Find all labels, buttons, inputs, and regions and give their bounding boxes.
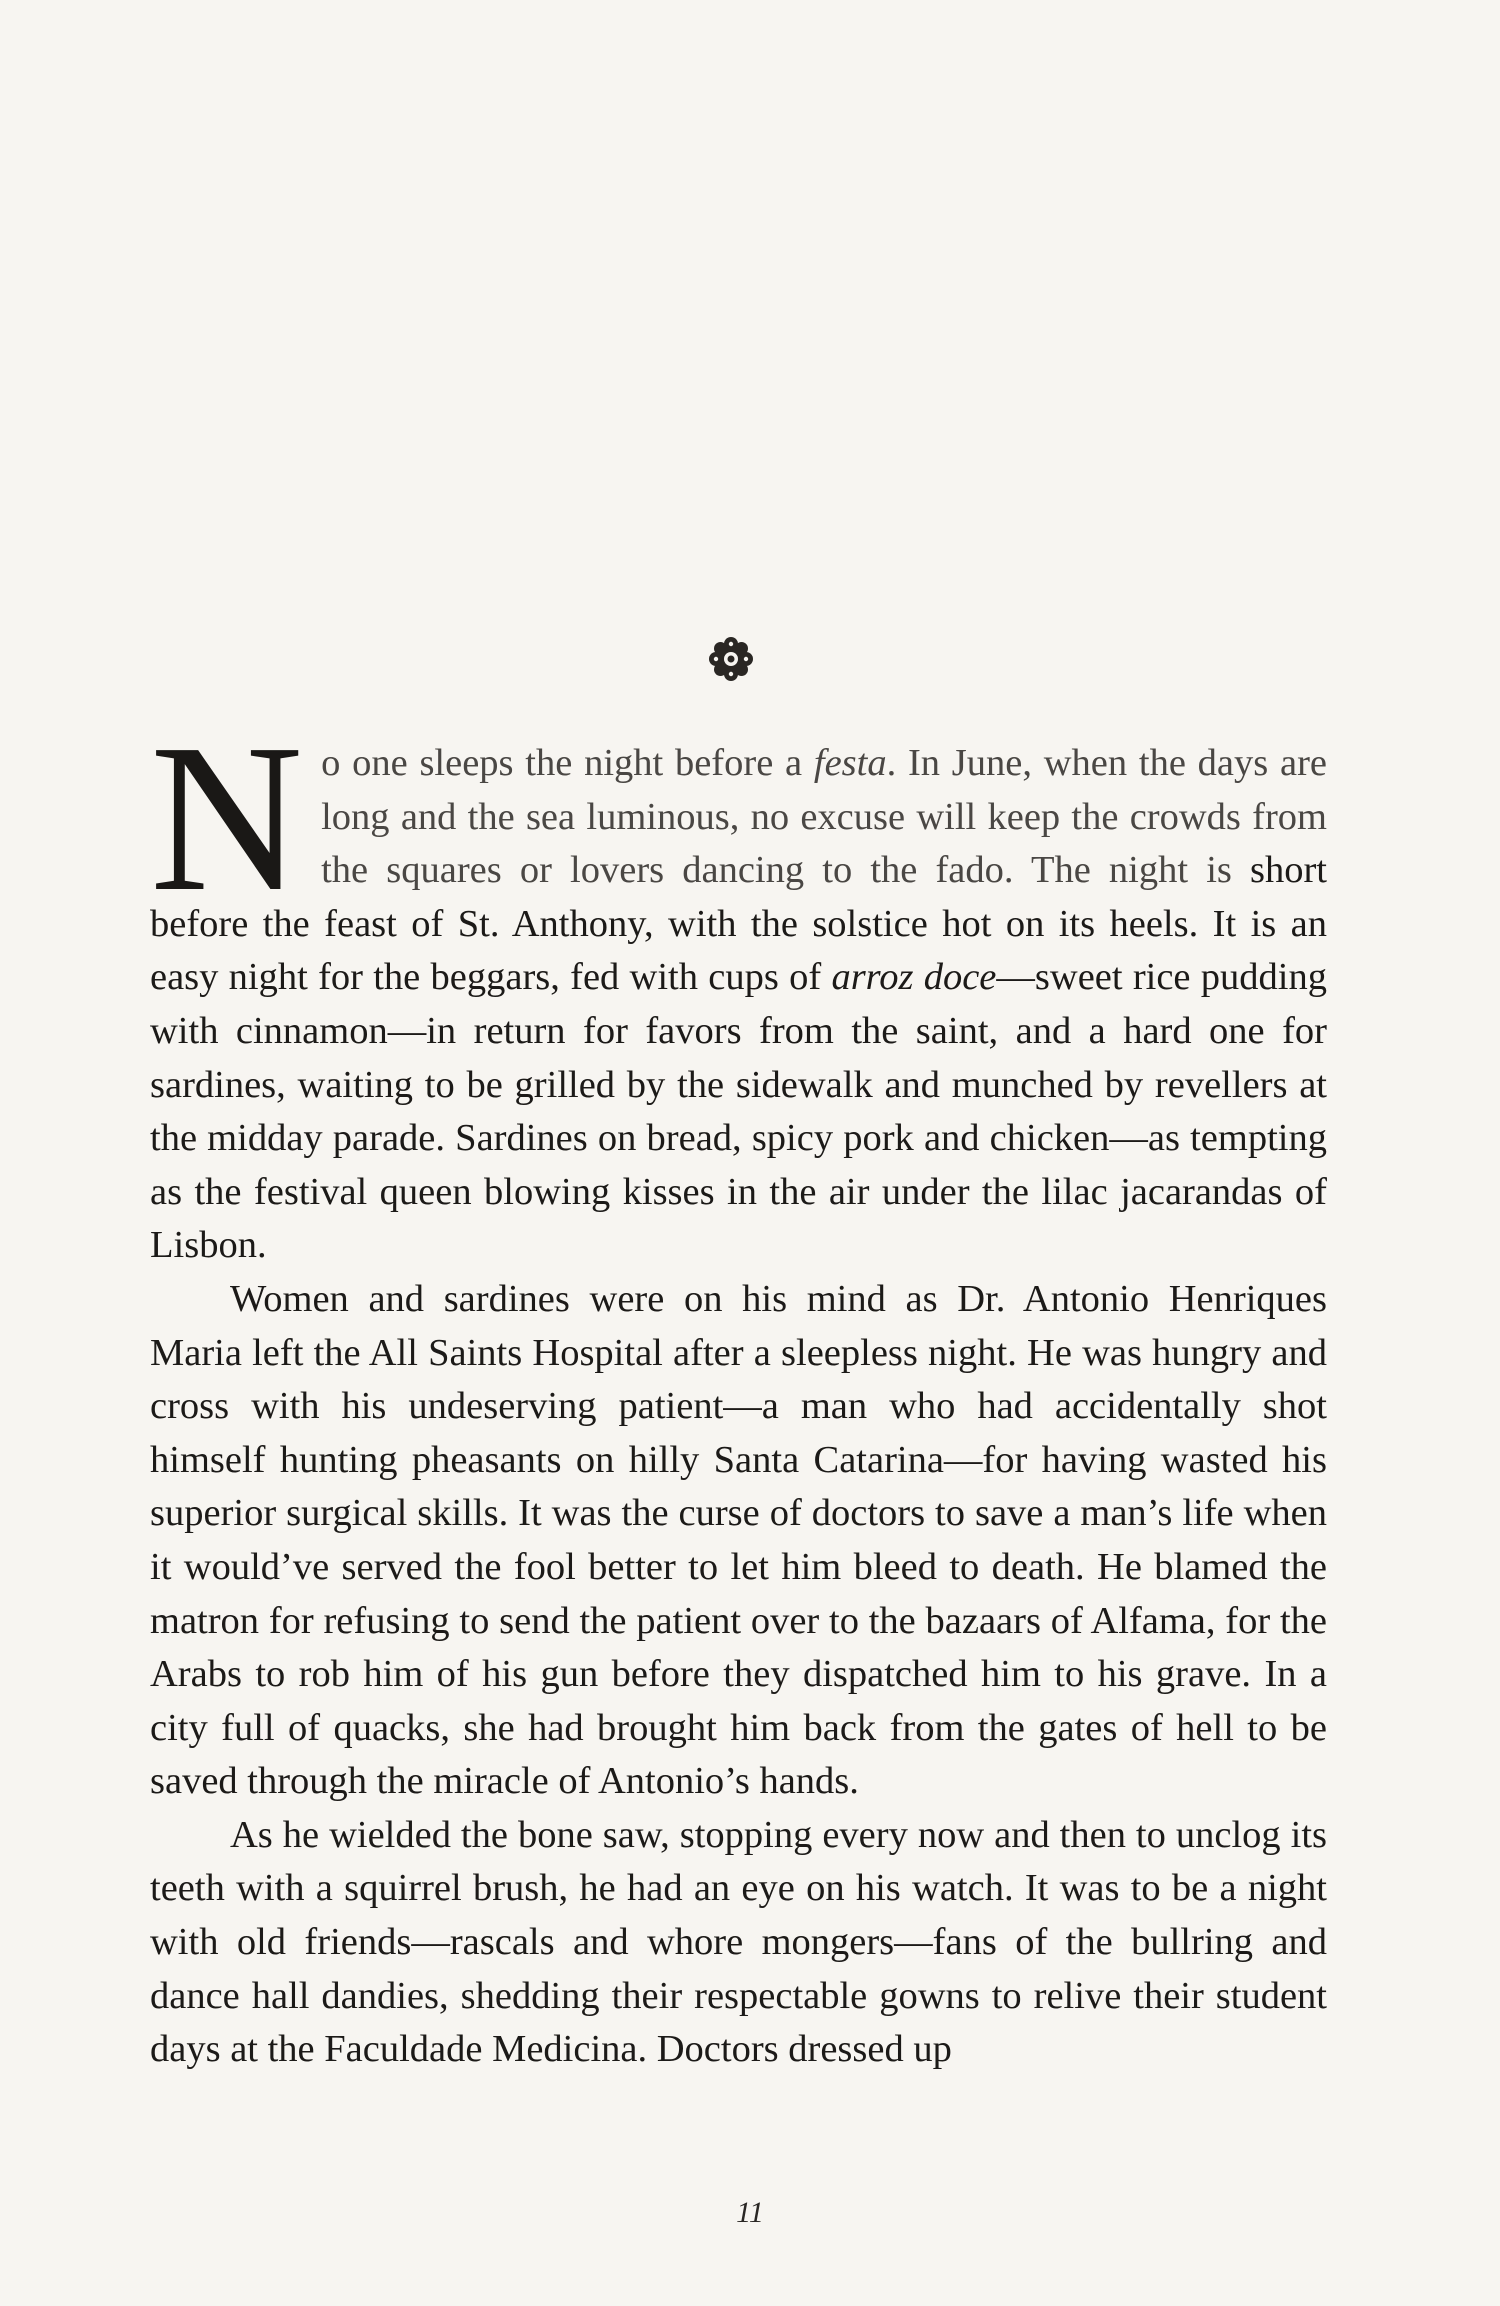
paragraph-2: Women and sardines were on his mind as Dr. Antonio Henriques Maria left the All Saints Hospital after a sleepless night. He was hungry and cross with his undeserving patient—a man who had accidentally shot himself hunting pheasants on hilly Santa Catarina—for having wasted his superior surgical skills. It was the curse of doctors to save a man’s life when it would’ve served the fool better to let him bleed to death. He blamed the matron for refusing to send the patient over to the bazaars of Alfama, for the Arabs to rob him of his gun before they dispatched him to his grave. In a city full of quacks, she had brought him back from the gates of hell to be saved through the miracle of Antonio’s hands. — [150, 1277, 1327, 1803]
body-text — [150, 700, 1328, 2077]
paragraph-1-lead — [321, 742, 1327, 891]
paragraph-3: As he wielded the bone saw, stopping every now and then to unclog its teeth with a squirrel brush, he had an eye on his watch. It was to be a night with old friends—rascals and whore mongers—fans of the bullring and dance hall dandies, shedding their respectable gowns to relive their student days at the Faculdade Medicina. Doctors dressed up — [150, 1813, 1327, 2071]
paragraph-1 — [150, 700, 1328, 1273]
drop-cap: N — [150, 700, 304, 935]
arroz-doce-word: arroz doce — [831, 956, 997, 999]
paragraph-1-lead-a: o one sleeps the night before a — [321, 742, 814, 784]
paragraph-1-text-b: —sweet rice pudding with cinnamon—in return for favors from the saint, and a hard one for sardines, waiting to be grilled by the sidewalk and munched by revellers at the midday parade. Sardines on bread, spicy pork and chicken—as tempting as the festival queen blowing kisses in the air under the lilac jacarandas of Lisbon. — [150, 956, 1327, 1267]
paragraph-1-text-a: short before the feast of St. Anthony, with the solstice hot on its heels. It is an easy night for the beggars, fed with cups of — [150, 849, 1327, 999]
festa-word: festa — [813, 742, 887, 784]
paragraph-1-lead-b: . In June, when the days are long and the sea luminous, no excuse will keep the crowds from the squares or lovers dancing to the fado. The night is — [321, 742, 1328, 892]
floral-ornament-icon — [708, 636, 754, 682]
page-number: 11 — [736, 2196, 764, 2229]
